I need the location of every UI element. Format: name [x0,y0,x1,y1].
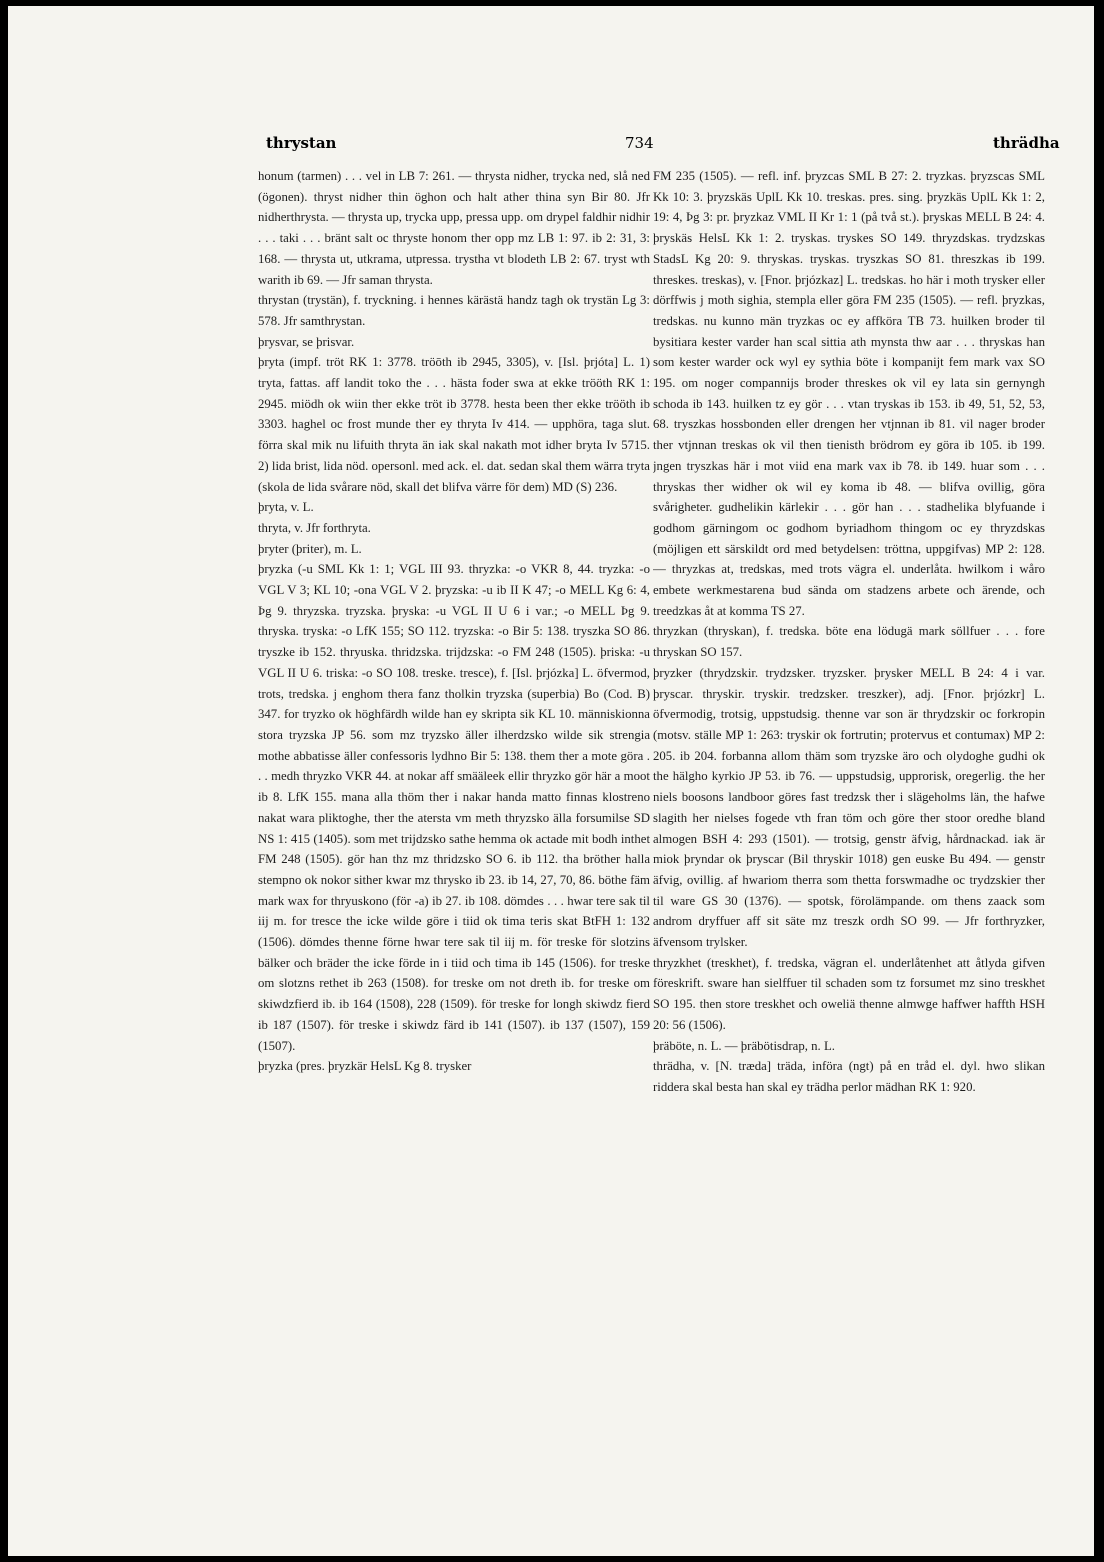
entry-pryzka-verb-continued: FM 235 (1505). — refl. inf. þryzcas SML B 27: 2. tryzkas. þryzscas SML Kk 10: 3. þryzskäs UplL Kk 10. treskas. pres. sing. þryzkäs UplL Kk 1: 2, 19: 4, Þg 3: pr. þryzkaz VML II Kr 1: 1 (på två st.). þryskas MELL B 24: 4. þryskäs HelsL Kk 1: 2. tryskas. tryskes SO 149. thryzdskas. trydzskas StadsL Kg 20: 9. thryskas. tryskas. tryszkas SO 81. threszkas ib 199. threskes. treskas), v. [Fnor. þrjózkaz] L. tredskas. ho här i moth trysker eller dörffwis j moth sighia, stempla eller göra FM 235 (1505). — refl. þryzkas, tredskas. nu kunno män tryzkas oc ey affköra TB 73. huilken broder til bysitiara kester varder han scal sittia ath mynsta thw aar . . . thryskas han som kester warder ock wyl ey sythia böte i kompanijt fem mark vax SO 195. om noger compannijs broder threskes ok vil ey lata sin gernyngh schoda ib 143. huilken tz ey gör . . . vtan tryskas ib 153. ib 49, 51, 52, 53, 68. tryszkas hossbonden eller drengen her vtjnnan ib 81. vil nager broder ther vtjnnan treskas ok vil then tienisth brödrom ey göra ib 105. ib 199. jngen tryszkas här i mot viid ena mark vax ib 78. ib 149. huar som . . . thryskas ther widher ok wil ey koma ib 48. — blifva ovillig, göra svårigheter. gudhelikin kärlekir . . . gör han . . . stadhelika blyfuande i godhom gärningom oc godhom byriadhom thingom oc ey thryzdskas (möjligen ett särskildt ord med betydelsen: tröttna, uppgifvas) MP 2: 128. — thryzkas at, tredskas, med trots vägra el. underlåta. hwilkom i wåro embete werkmestarena bud sända om stadzens arbete och ärende, och treedzkas åt at komma TS 27. [653,169,1045,618]
running-head-left: thrystan [266,134,337,152]
entry-prysvar: þrysvar, se þrisvar. [258,334,355,349]
entry-thraedha: thrädha, v. [N. træda] träda, införa (ngt) på en tråd el. dyl. hwo slikan riddera skal besta han skal ey trädha perlor mädhan RK 1: 920. [653,1059,1045,1094]
left-column [258,166,650,1077]
dictionary-page [8,6,1094,1556]
entry-praebote: þräböte, n. L. — þräbötisdrap, n. L. [653,1038,835,1053]
entry-pryta-2: þryta, v. L. [258,500,314,515]
entry-thryta: thryta, v. Jfr forthryta. [258,520,371,535]
entry-thrysta-continued: honum (tarmen) . . . vel in LB 7: 261. — thrysta nidher, trycka ned, slå ned (ögonen). thryst nidher thin öghon och halt ather thina syn Bir 80. Jfr nidherthrysta. — thrysta up, trycka upp, pressa upp. om drypel faldhir nidhir . . . taki . . . bränt salt oc thryste honom ther opp mz LB 1: 97. ib 2: 31, 3: 168. — thrysta ut, utkrama, utpressa. trystha vt blodeth LB 2: 67. tryst wth warith ib 69. — Jfr saman thrysta. [258,169,650,287]
right-column [653,166,1045,1098]
running-head-right: thrädha [993,134,1060,152]
page-number: 734 [625,134,654,152]
entry-thryzkhet: thryzkhet (treskhet), f. tredska, vägran el. underlåtenhet att åtlyda gifven föreskrift. sware han sielffuer til schaden som tz forsumet mz sino treskhet SO 195. then store treskhet och oweliä thenne almwge haffwer haffth HSH 20: 56 (1506). [653,955,1045,1032]
entry-pryta: þryta (impf. tröt RK 1: 3778. tröōth ib 2945, 3305), v. [Isl. þrjóta] L. 1) tryta, fattas. aff landit toko the . . . hästa foder swa at ekke trööth RK 1: 2945. miödh ok wiin ther ekke tröt ib 3778. hesta been ther ekke trööth ib 3303. haghel oc frost munde ther ey thryta Iv 414. — upphöra, taga slut. förra skal mik nu lifuith thryta än iak skal nakath mot idher bryta Iv 5715. 2) lida brist, lida nöd. opersonl. med ack. el. dat. sedan skal them wärra tryta (skola de lida svårare nöd, skall det blifva värre för dem) MD (S) 236. [258,355,650,494]
entry-pryzker: þryzker (thrydzskir. trydzsker. tryzsker. þrysker MELL B 24: 4 i var. þryscar. thryskir. tryskir. tredzsker. treszker), adj. [Fnor. þrjózkr] L. öfvermodig, trotsig, uppstudsig. thenne var son är thrydzskir oc forkropin (motsv. ställe MP 1: 263: tryskir ok fortrutin; protervus et contumax) MP 2: 205. ib 204. forbanna allom thäm som tryzske äro och olydoghe gudhi ok the hälgho kyrkio JP 53. ib 76. — uppstudsig, upprorisk, oregerlig. the her niels boosons landboor göres fast tredzsk ther i slägeholms län, the hafwe slagith her nielses fogede vth fran töm och göre ther stoor oredhe bland almogen BSH 4: 293 (1501). — trotsig, genstr äfvig, hårdnackad. iak är miok þryndar ok þryscar (Bil thryskir 1018) gen euske Bu 494. — genstr äfvig, ovillig. af hwariom therra som thetta forswmadhe oc trydzskier ther til ware GS 30 (1376). — spotsk, förolämpande. om thens zaack som androm dryffuer aff sit säte mz treszk ordh SO 99. — Jfr forthryzker, äfvensom trylsker. [653,665,1045,950]
entry-thrystan: thrystan (trystän), f. tryckning. i hennes kärästä handz tagh ok trystän Lg 3: 578. Jfr samthrystan. [258,293,650,328]
entry-thryzkan: thryzkan (thryskan), f. tredska. böte ena lödugä mark söllfuer . . . fore thryskan SO 157. [653,624,1045,660]
entry-pryter: þryter (þriter), m. L. [258,541,362,556]
entry-pryzka-noun: þryzka (-u SML Kk 1: 1; VGL III 93. thryzka: -o VKR 8, 44. tryzka: -o VGL V 3; KL 10; -ona VGL V 2. þryzska: -u ib II K 47; -o MELL Kg 6: 4, Þg 9. thryzska. tryzska. þryska: -u VGL II U 6 i var.; -o MELL Þg 9. thryska. tryska: -o LfK 155; SO 112. tryzska: -o Bir 5: 138. tryszka SO 86. tryszke ib 152. thryuska. thridzska. trijdzska: -o FM 248 (1505). þriska: -u VGL II U 6. triska: -o SO 108. treske. tresce), f. [Isl. þrjózka] L. öfvermod, trots, tredska. j enghom thera fanz tholkin tryzska (superbia) Bo (Cod. B) 347. for tryzko ok höghfärdh wilde han ey skripta sik KL 10. människionna stora tryzska JP 56. som mz tryzsko äller ilherdzsko wilde sik strengia mothe abbatisse äller confessoris lydhno Bir 5: 138. them ther a mote göra . . . medh thryzko VKR 44. at nokar aff smääleek ellir thryzko gör här a moot ib 8. LfK 155. mana alla thöm ther i nakar handa matto finnas klostreno nakat wara pliktoghe, ther the atersta vm meth thryzsko älla forsumilse SD NS 1: 415 (1405). som met trijdzsko sathe hemma ok actade mit bodh inthet FM 248 (1505). gör han thz mz thridzsko SO 6. ib 112. tha bröther halla stempno ok nokor sither kwar mz thrysko ib 23. ib 14, 27, 70, 86. böthe fäm mark wax for thryuskono (för -a) ib 27. ib 108. dömdes . . . hwar tere sak til iij m. for tresce the icke wilde göre i tiid ok tima teris skat BtFH 1: 132 (1506). dömdes thenne förne hwar tere sak til iij m. för treske för slotzins bälker och bräder the icke förde in i tiid och tima ib 145 (1506). for treske om slotzns rethet ib 263 (1508). for treske om not dreth ib. for treske om skiwdzfierd ib. ib 164 (1508), 228 (1509). för treske for longh skiwdz fierd ib 187 (1507). för treske i skiwdz färd ib 141 (1507). ib 137 (1507), 159 (1507). [258,562,650,1053]
entry-pryzka-verb: þryzka (pres. þryzkär HelsL Kg 8. trysker [258,1059,472,1074]
